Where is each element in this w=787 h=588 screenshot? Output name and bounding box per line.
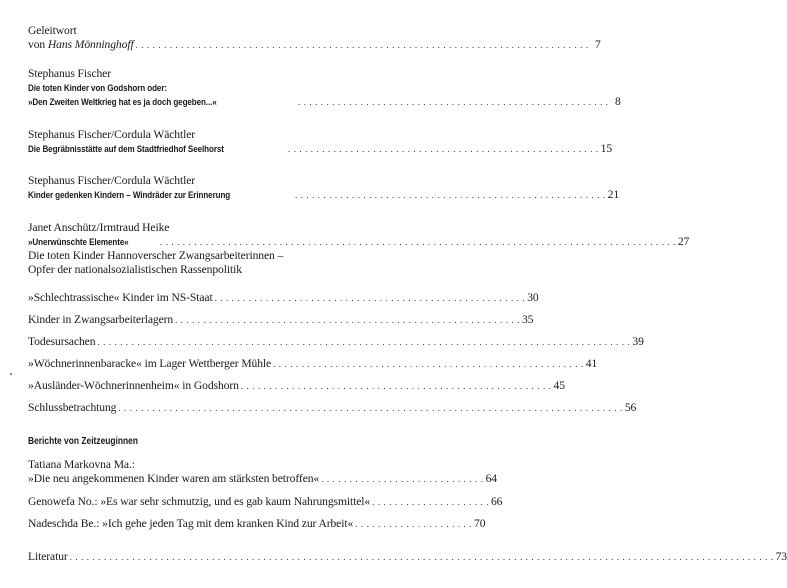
entry-title: Geleitwort <box>28 24 77 37</box>
subsection-title: »Ausländer-Wöchnerinnenheim« in Godshorn <box>28 379 239 392</box>
entry-title: »Die neu angekommenen Kinder waren am stärksten betroffen« <box>28 472 320 485</box>
page-number: 64 <box>485 472 497 485</box>
subsection-title: Kinder in Zwangsarbeiterlagern <box>28 313 174 326</box>
toc-entry-genowefa <box>28 495 503 509</box>
entry-author: Tatiana Markovna Ma.: <box>28 458 135 471</box>
entry-line <box>28 38 601 52</box>
entry-title: Die Begräbnisstätte auf dem Stadtfriedhof Seelhorst <box>28 144 224 155</box>
toc-subsection <box>28 335 644 349</box>
toc-entry-nadeschda <box>28 517 486 531</box>
page-number: 8 <box>614 95 621 108</box>
leader-dots: . . . . . . . . . . . . . . . . . . . . . . . . . . . . . . . . . . . . . . . . . . . . . . . . . . . . . . . . . . . . . <box>175 315 520 325</box>
leader-dots: . . . . . . . . . . . . . . . . . . . . . . . . . . . . . . . . . . . . . . . . . . . . . . . . . . . . . . . <box>240 381 552 391</box>
by-prefix: von <box>28 38 48 51</box>
entry-title: »Unerwünschte Elemente« <box>28 237 129 248</box>
section-heading-berichte <box>28 433 468 447</box>
leader-dots: . . . . . . . . . . . . . . . . . . . . . <box>372 497 489 507</box>
page-number: 41 <box>585 357 598 370</box>
page-number: 30 <box>527 291 539 304</box>
leader-dots: . . . . . . . . . . . . . . . . . . . . . . . . . . . . . . . . . . . . . . . . . . . . . . . . . . . . . . . <box>295 190 606 200</box>
entry-subtitle: Opfer der nationalsozialistischen Rassenpolitik <box>28 263 242 276</box>
toc-entry-fischer-godshorn <box>28 67 621 109</box>
toc-entry-begraebnisstaette <box>28 128 613 156</box>
entry-line <box>28 472 497 486</box>
entry-title: Genowefa No.: »Es war sehr schmutzig, und es gab kaum Nahrungsmittel« <box>28 495 371 508</box>
leader-dots: . . . . . . . . . . . . . . . . . . . . . . . . . . . . . . . . . . . . . . . . . . . . . . . . . . . . . . . . . . . . . . . . . . . . . . . . . . . . . . . . . . . . . . . . . <box>118 403 623 413</box>
entry-author: Janet Anschütz/Irmtraud Heike <box>28 221 170 234</box>
leader-dots: . . . . . . . . . . . . . . . . . . . . . . . . . . . . . . . . . . . . . . . . . . . . . . . . . . . . . . . <box>214 293 526 303</box>
page-number: 7 <box>595 38 601 51</box>
page-number: 35 <box>521 313 534 326</box>
leader-dots: . . . . . . . . . . . . . . . . . . . . . . . . . . . . . . . . . . . . . . . . . . . . . . . . . . . . . . . . . . . . . . . . . . . . . . . . . . . . . . . . <box>135 40 589 50</box>
toc-subsection <box>28 379 565 393</box>
entry-line <box>28 550 787 564</box>
entry-title-cont: »Den Zweiten Weltkrieg hat es ja doch gegeben...« <box>28 97 217 108</box>
toc-entry-markovna <box>28 458 497 486</box>
entry-subtitle: Die toten Kinder Hannoverscher Zwangsarbeiterinnen – <box>28 249 284 262</box>
page-number: 70 <box>474 517 486 530</box>
entry-author: Stephanus Fischer/Cordula Wächtler <box>28 128 196 141</box>
subsection-title: Todesursachen <box>28 335 96 348</box>
toc-entry-windraeder <box>28 174 620 202</box>
entry-title: Literatur <box>28 550 68 563</box>
entry-line <box>28 142 613 156</box>
toc-subsection <box>28 357 598 371</box>
page-number: 39 <box>632 335 644 348</box>
leader-dots: . . . . . . . . . . . . . . . . . . . . . . . . . . . . . . . . . . . . . . . . . . . . . . . . . . . . . . . <box>288 144 599 154</box>
page-number: 27 <box>677 235 690 248</box>
entry-line <box>28 95 621 109</box>
leader-dots: . . . . . . . . . . . . . . . . . . . . . . . . . . . . . . . . . . . . . . . . . . . . . . . . . . . . . . . <box>273 359 584 369</box>
entry-title: Kinder gedenken Kindern – Windräder zur Erinnerung <box>28 190 231 201</box>
section-heading: Berichte von Zeitzeuginnen <box>28 436 139 447</box>
leader-dots: . . . . . . . . . . . . . . . . . . . . . . . . . . . . . . . . . . . . . . . . . . . . . . . . . . . . . . . <box>298 97 609 107</box>
subsection-title: Schlussbetrachtung <box>28 401 117 414</box>
toc-entry-literatur <box>28 550 787 564</box>
toc-subsection-list <box>28 291 644 415</box>
entry-title: Nadeschda Be.: »Ich gehe jeden Tag mit dem kranken Kind zur Arbeit« <box>28 517 354 530</box>
entry-line <box>28 235 690 249</box>
toc-subsection <box>28 401 637 415</box>
leader-dots: . . . . . . . . . . . . . . . . . . . . . <box>355 519 473 529</box>
margin-speck <box>10 373 12 375</box>
toc-entry-geleitwort <box>28 24 601 52</box>
entry-line <box>28 495 503 509</box>
subsection-title: »Schlechtrassische« Kinder im NS-Staat <box>28 291 213 304</box>
entry-author: Stephanus Fischer <box>28 67 111 80</box>
page-number: 56 <box>624 401 637 414</box>
leader-dots: . . . . . . . . . . . . . . . . . . . . . . . . . . . . . . . . . . . . . . . . . . . . . . . . . . . . . . . . . . . . . . . . . . . . . . . . . . . . . . . . . . . . . . . . . . . . . . <box>97 337 631 347</box>
entry-author: Hans Mönninghoff <box>47 38 134 51</box>
entry-title: Die toten Kinder von Godshorn oder: <box>28 83 167 94</box>
toc-subsection <box>28 313 534 327</box>
entry-author: Stephanus Fischer/Cordula Wächtler <box>28 174 196 187</box>
toc-entry-unerwuenschte-elemente <box>28 221 690 277</box>
page-number: 66 <box>490 495 503 508</box>
entry-line <box>28 517 486 531</box>
toc-subsection <box>28 291 539 305</box>
entry-line <box>28 188 620 202</box>
leader-dots: . . . . . . . . . . . . . . . . . . . . . . . . . . . . . . . . . . . . . . . . . . . . . . . . . . . . . . . . . . . . . . . . . . . . . . . . . . . . . . . . . . . . . . . . . . . . . . . . . . . . . . . . . . . . . . . . . . . . . . . . . . . . <box>69 552 774 562</box>
page-number: 21 <box>607 188 620 201</box>
page-number: 15 <box>600 142 613 155</box>
leader-dots: . . . . . . . . . . . . . . . . . . . . . . . . . . . . . . . . . . . . . . . . . . . . . . . . . . . . . . . . . . . . . . . . . . . . . . . . . . . . . . . . . . . . . . . . . . . <box>160 237 676 247</box>
leader-dots: . . . . . . . . . . . . . . . . . . . . . . . . . . . . . <box>321 474 484 484</box>
page-number: 73 <box>775 550 787 563</box>
subsection-title: »Wöchnerinnenbaracke« im Lager Wettberger Mühle <box>28 357 272 370</box>
page-number: 45 <box>553 379 565 392</box>
